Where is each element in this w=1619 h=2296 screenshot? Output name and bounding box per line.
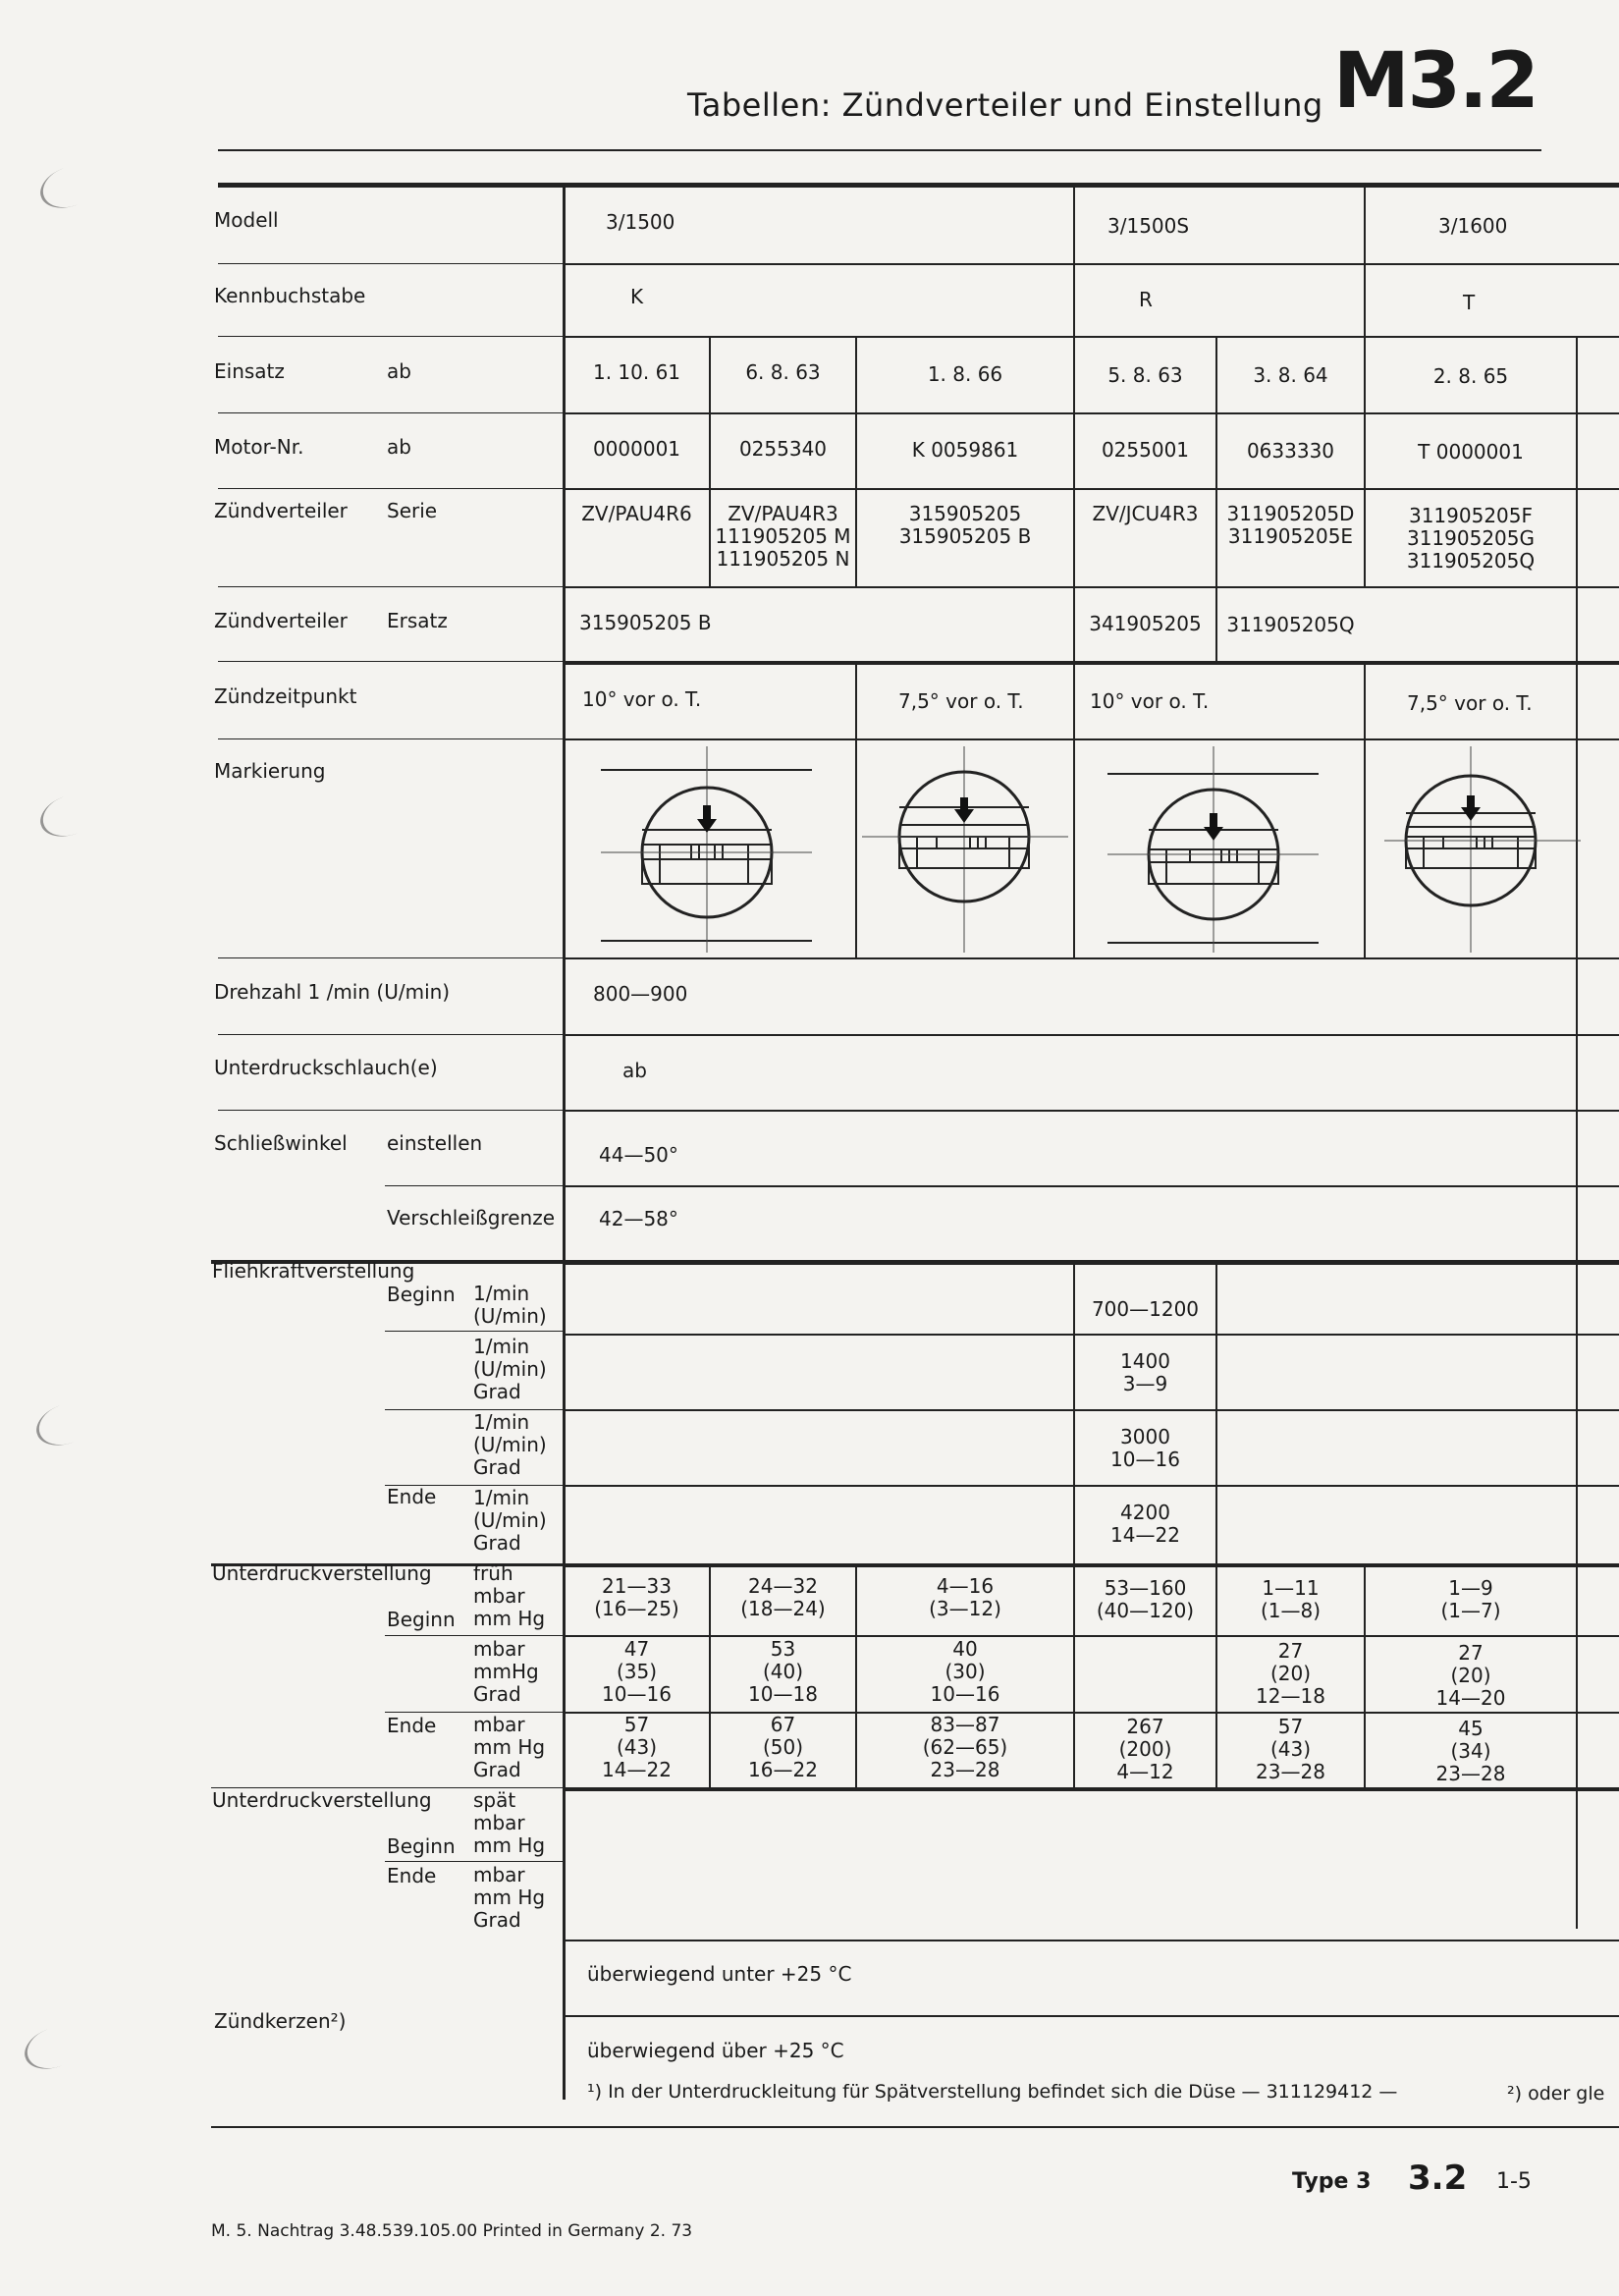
zv-serie-1: ZV/PAU4R6 bbox=[581, 502, 692, 525]
frueh-beginn-6: 1—9 (1—7) bbox=[1440, 1576, 1501, 1622]
zzp-3: 10° vor o. T. bbox=[1090, 689, 1210, 713]
label-motor: Motor-Nr. bbox=[214, 435, 304, 459]
einsatz-5: 3. 8. 64 bbox=[1253, 363, 1328, 387]
rule bbox=[565, 1485, 1619, 1487]
zzp-2: 7,5° vor o. T. bbox=[898, 689, 1024, 713]
frueh-ende-3: 83—87 (62—65) 23—28 bbox=[922, 1713, 1008, 1781]
rule bbox=[565, 1034, 1619, 1036]
zv-ersatz-3: 311905205Q bbox=[1226, 613, 1355, 636]
unterdruckschlauch-value: ab bbox=[622, 1059, 647, 1082]
col-divider bbox=[1073, 663, 1075, 957]
zuendkerzen-unter: überwiegend unter +25 °C bbox=[587, 1962, 852, 1986]
footnote-1: ¹) In der Unterdruckleitung für Spätverstellung befindet sich die Düse — 311129412 — bbox=[587, 2081, 1398, 2103]
flieh-value-4: 4200 14—22 bbox=[1110, 1501, 1180, 1547]
rule bbox=[565, 1260, 1619, 1265]
frueh-ende-1: 57 (43) 14—22 bbox=[602, 1713, 672, 1781]
footer-section: 3.2 bbox=[1408, 2159, 1468, 2198]
ignition-mark-diagram-4 bbox=[1384, 746, 1581, 953]
label-modell: Modell bbox=[214, 208, 279, 232]
label-kennbuchstabe: Kennbuchstabe bbox=[214, 284, 366, 307]
motor-1: 0000001 bbox=[592, 437, 681, 461]
rule bbox=[565, 336, 1619, 338]
kennbuchstabe-3: T bbox=[1463, 291, 1476, 314]
col-divider bbox=[1364, 663, 1366, 957]
rule bbox=[565, 1635, 1619, 1637]
rule bbox=[565, 1334, 1619, 1336]
label-frueh-ende: Ende bbox=[387, 1714, 437, 1737]
rule bbox=[218, 1110, 563, 1111]
binder-hole-mark bbox=[34, 157, 106, 215]
ignition-mark-diagram-3 bbox=[1107, 746, 1323, 953]
einsatz-3: 1. 8. 66 bbox=[927, 362, 1003, 386]
drehzahl-value: 800—900 bbox=[593, 982, 688, 1006]
label-zuendkerzen: Zündkerzen²) bbox=[214, 2009, 347, 2033]
col-divider-right bbox=[1576, 338, 1578, 1929]
zzp-4: 7,5° vor o. T. bbox=[1407, 691, 1533, 715]
footer-page-number: 1-5 bbox=[1496, 2169, 1532, 2194]
section-code: M3.2 bbox=[1333, 37, 1538, 126]
label-einsatz-ab: ab bbox=[387, 359, 411, 383]
frueh-unit-3: mbar mm Hg Grad bbox=[473, 1713, 546, 1781]
frueh-unit-2: mbar mmHg Grad bbox=[473, 1637, 539, 1706]
frueh-ende-6: 45 (34) 23—28 bbox=[1435, 1717, 1506, 1785]
rule bbox=[565, 412, 1619, 414]
zv-serie-3: 315905205 315905205 B bbox=[898, 502, 1032, 548]
rule bbox=[565, 488, 1619, 490]
label-divider bbox=[563, 185, 566, 2100]
label-drehzahl: Drehzahl 1 /min (U/min) bbox=[214, 980, 451, 1004]
rule bbox=[565, 1409, 1619, 1411]
rule bbox=[565, 1185, 1619, 1187]
einsatz-4: 5. 8. 63 bbox=[1107, 363, 1183, 387]
flieh-unit-1: 1/min (U/min) bbox=[473, 1282, 547, 1328]
frueh-ende-2: 67 (50) 16—22 bbox=[748, 1713, 818, 1781]
label-einstellen: einstellen bbox=[387, 1131, 483, 1155]
label-unterdruck-frueh: Unterdruckverstellung bbox=[212, 1561, 432, 1585]
frueh-ende-4: 267 (200) 4—12 bbox=[1116, 1715, 1174, 1783]
frueh-mid-3: 40 (30) 10—16 bbox=[930, 1637, 1000, 1706]
table-bottom-rule bbox=[211, 2126, 1619, 2128]
rule bbox=[385, 1861, 563, 1862]
modell-3: 3/1600 bbox=[1438, 214, 1508, 238]
spaet-unit-1: spät mbar mm Hg bbox=[473, 1788, 546, 1857]
frueh-ende-5: 57 (43) 23—28 bbox=[1256, 1715, 1325, 1783]
label-markierung: Markierung bbox=[214, 759, 326, 783]
rule bbox=[218, 488, 563, 489]
label-zuendzeitpunkt: Zündzeitpunkt bbox=[214, 684, 357, 708]
motor-6: T 0000001 bbox=[1418, 440, 1524, 464]
rule bbox=[565, 1110, 1619, 1112]
rule bbox=[385, 1185, 563, 1186]
ignition-mark-diagram-2 bbox=[862, 746, 1068, 953]
rule bbox=[218, 412, 563, 413]
schliesswinkel-grenze-value: 42—58° bbox=[599, 1207, 678, 1230]
zv-serie-6: 311905205F 311905205G 311905205Q bbox=[1406, 504, 1536, 573]
frueh-beginn-3: 4—16 (3—12) bbox=[929, 1574, 1001, 1620]
rule bbox=[218, 738, 563, 739]
label-einsatz: Einsatz bbox=[214, 359, 285, 383]
rule bbox=[218, 263, 563, 264]
label-spaet-beginn: Beginn bbox=[387, 1834, 456, 1858]
rule bbox=[565, 957, 1619, 959]
label-spaet-ende: Ende bbox=[387, 1864, 437, 1887]
zv-serie-5: 311905205D 311905205E bbox=[1226, 502, 1355, 548]
motor-4: 0255001 bbox=[1101, 438, 1190, 462]
label-zv-ersatz: Zündverteiler bbox=[214, 609, 348, 632]
zuendkerzen-ueber: überwiegend über +25 °C bbox=[587, 2039, 844, 2062]
frueh-beginn-5: 1—11 (1—8) bbox=[1260, 1576, 1322, 1622]
kennbuchstabe-1: K bbox=[630, 285, 644, 308]
rule bbox=[565, 2015, 1619, 2017]
frueh-beginn-4: 53—160 (40—120) bbox=[1096, 1576, 1195, 1622]
label-verschleissgrenze: Verschleißgrenze bbox=[387, 1206, 556, 1230]
frueh-mid-5: 27 (20) 12—18 bbox=[1256, 1639, 1325, 1708]
kennbuchstabe-2: R bbox=[1139, 288, 1153, 311]
label-zv-serie: Zündverteiler bbox=[214, 499, 348, 522]
col-divider bbox=[1073, 263, 1075, 342]
rule bbox=[565, 1940, 1619, 1941]
label-flieh-ende: Ende bbox=[387, 1485, 437, 1508]
spaet-unit-2: mbar mm Hg Grad bbox=[473, 1863, 546, 1932]
header-rule bbox=[218, 149, 1541, 151]
binder-hole-mark bbox=[19, 2018, 90, 2076]
label-motor-ab: ab bbox=[387, 435, 411, 459]
rule bbox=[218, 957, 563, 958]
label-frueh-beginn: Beginn bbox=[387, 1608, 456, 1631]
rule bbox=[565, 263, 1619, 265]
rule bbox=[385, 1331, 563, 1332]
rule bbox=[218, 586, 563, 587]
modell-1: 3/1500 bbox=[606, 210, 675, 234]
schliesswinkel-einstellen-value: 44—50° bbox=[599, 1143, 678, 1167]
flieh-unit-3: 1/min (U/min) Grad bbox=[473, 1410, 547, 1479]
label-unterdruck-spaet: Unterdruckverstellung bbox=[212, 1788, 432, 1812]
col-divider bbox=[1364, 263, 1366, 342]
einsatz-6: 2. 8. 65 bbox=[1432, 364, 1509, 388]
frueh-mid-6: 27 (20) 14—20 bbox=[1435, 1641, 1506, 1710]
flieh-unit-4: 1/min (U/min) Grad bbox=[473, 1486, 547, 1555]
zv-serie-2: ZV/PAU4R3 111905205 M 111905205 N bbox=[715, 502, 851, 571]
motor-3: K 0059861 bbox=[911, 438, 1019, 462]
rule bbox=[565, 661, 1619, 665]
frueh-beginn-2: 24—32 (18—24) bbox=[740, 1574, 826, 1620]
flieh-unit-2: 1/min (U/min) Grad bbox=[473, 1335, 547, 1403]
flieh-value-1: 700—1200 bbox=[1091, 1297, 1200, 1321]
col-divider bbox=[1215, 1262, 1217, 1566]
einsatz-1: 1. 10. 61 bbox=[592, 360, 681, 384]
frueh-unit-1: früh mbar mm Hg bbox=[473, 1561, 546, 1630]
label-zv-serie-sub: Serie bbox=[387, 499, 438, 522]
flieh-value-3: 3000 10—16 bbox=[1110, 1425, 1180, 1471]
footnote-2: ²) oder gle bbox=[1507, 2083, 1605, 2105]
frueh-beginn-1: 21—33 (16—25) bbox=[594, 1574, 679, 1620]
table-top-rule bbox=[218, 183, 1619, 188]
ignition-mark-diagram-1 bbox=[601, 746, 817, 953]
flieh-value-2: 1400 3—9 bbox=[1120, 1349, 1170, 1395]
rule bbox=[565, 738, 1619, 740]
zv-ersatz-2: 341905205 bbox=[1089, 612, 1202, 635]
rule bbox=[218, 661, 563, 662]
col-divider bbox=[1073, 185, 1075, 265]
frueh-mid-2: 53 (40) 10—18 bbox=[748, 1637, 818, 1706]
label-flieh-beginn: Beginn bbox=[387, 1283, 456, 1306]
footer-print-line: M. 5. Nachtrag 3.48.539.105.00 Printed in Germany 2. 73 bbox=[211, 2221, 693, 2241]
rule bbox=[565, 1787, 1619, 1791]
col-divider bbox=[1364, 185, 1366, 265]
label-zv-ersatz-sub: Ersatz bbox=[387, 609, 448, 632]
binder-hole-mark bbox=[34, 786, 106, 844]
zv-serie-4: ZV/JCU4R3 bbox=[1092, 502, 1199, 525]
rule bbox=[385, 1635, 563, 1636]
motor-2: 0255340 bbox=[738, 437, 828, 461]
label-unterdruckschlauch: Unterdruckschlauch(e) bbox=[214, 1056, 438, 1079]
label-schliesswinkel: Schließwinkel bbox=[214, 1131, 348, 1155]
label-fliehkraft: Fliehkraftverstellung bbox=[212, 1259, 415, 1283]
rule bbox=[565, 586, 1619, 588]
modell-2: 3/1500S bbox=[1107, 214, 1190, 238]
rule bbox=[218, 336, 563, 337]
zv-ersatz-1: 315905205 B bbox=[579, 611, 712, 634]
rule bbox=[565, 1563, 1619, 1567]
footer-type-label: Type 3 bbox=[1292, 2169, 1372, 2194]
rule bbox=[218, 1034, 563, 1035]
frueh-mid-1: 47 (35) 10—16 bbox=[602, 1637, 672, 1706]
motor-5: 0633330 bbox=[1246, 439, 1335, 463]
zzp-1: 10° vor o. T. bbox=[582, 687, 702, 711]
page-title: Tabellen: Zündverteiler und Einstellung bbox=[687, 86, 1323, 124]
binder-hole-mark bbox=[30, 1394, 102, 1452]
einsatz-2: 6. 8. 63 bbox=[745, 360, 821, 384]
col-divider bbox=[855, 663, 857, 957]
